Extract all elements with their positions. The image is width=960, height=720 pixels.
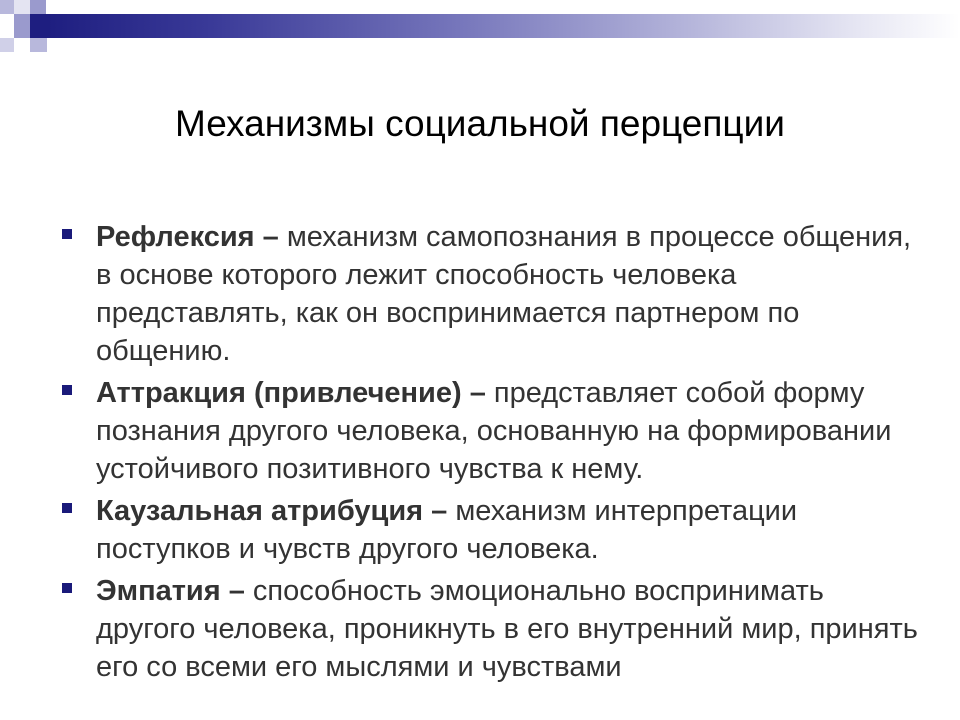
square-bullet-icon	[62, 583, 72, 593]
bullet-term: Каузальная атрибуция –	[96, 495, 448, 527]
slide-title: Механизмы социальной перцепции	[175, 103, 785, 144]
bullet-item-causal-attribution	[60, 492, 920, 568]
square-bullet-icon	[62, 385, 72, 395]
square-bullet-icon	[62, 229, 72, 239]
bullet-item-attraction	[60, 374, 920, 488]
header-gradient-bar	[47, 14, 960, 38]
bullet-list	[60, 218, 920, 690]
bullet-text: механизм интерпретации поступков и чувств другого человека.	[96, 495, 798, 565]
bullet-term: Рефлексия –	[96, 221, 279, 253]
bullet-item-reflection	[60, 218, 920, 370]
bullet-text: способность эмоционально воспринимать другого человека, проникнуть в его внутренний мир, принять его со всеми его мыслями и чувствами	[96, 575, 918, 683]
bullet-term: Аттракция (привлечение) –	[96, 377, 486, 409]
bullet-text: представляет собой форму познания другого человека, основанную на формировании устойчивого позитивного чувства к нему.	[96, 377, 892, 485]
square-bullet-icon	[62, 503, 72, 513]
bullet-item-empathy	[60, 572, 920, 686]
bullet-text: механизм самопознания в процессе общения, в основе которого лежит способность человека представлять, как он воспринимается партнером по общению.	[96, 221, 912, 367]
bullet-term: Эмпатия –	[96, 575, 245, 607]
